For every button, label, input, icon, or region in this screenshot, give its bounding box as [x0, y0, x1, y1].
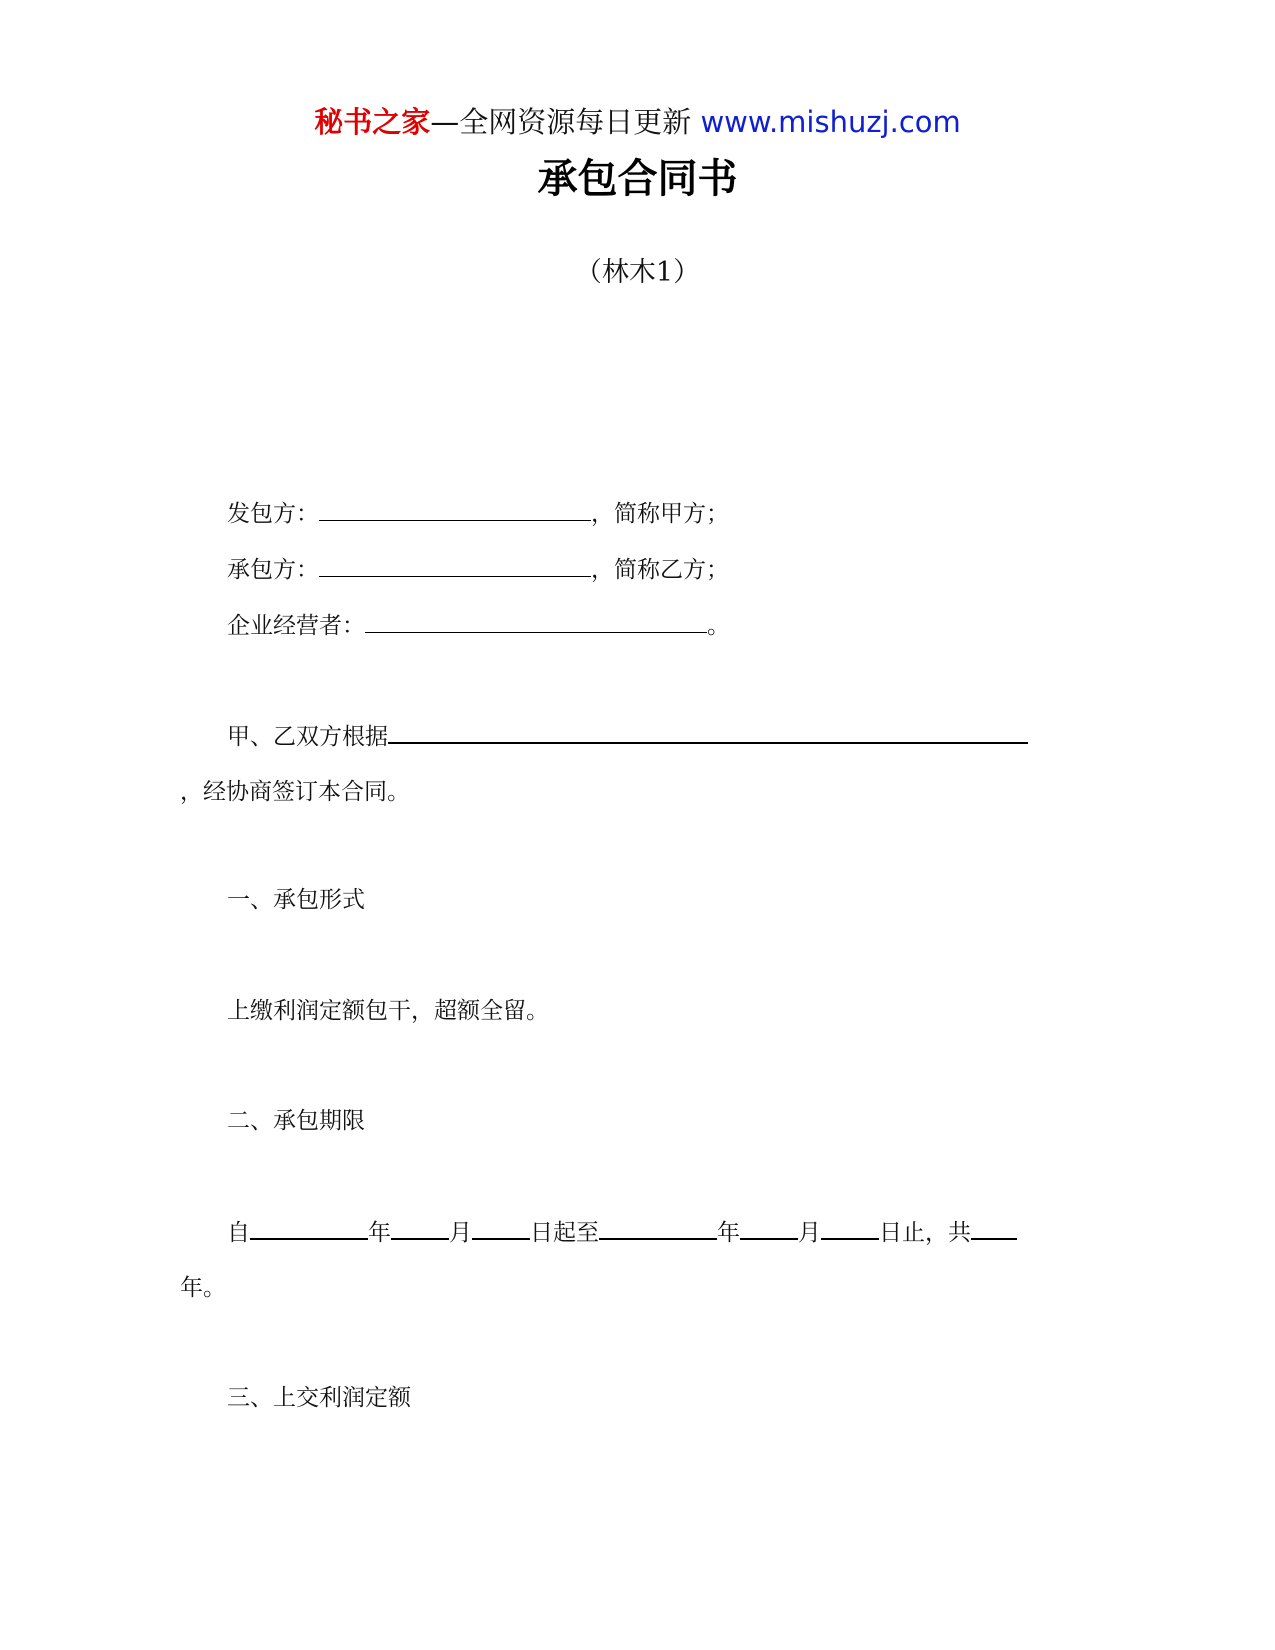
- operator-line: [227, 610, 730, 642]
- basis-blank[interactable]: [388, 720, 1028, 744]
- operator-blank[interactable]: [365, 610, 707, 633]
- section2-heading: 二、承包期限: [227, 1108, 365, 1134]
- term-line: [227, 1216, 1017, 1249]
- end-year-blank[interactable]: [599, 1216, 717, 1240]
- term-month: 月: [449, 1220, 472, 1246]
- start-year-blank[interactable]: [250, 1216, 368, 1240]
- end-day-blank[interactable]: [821, 1216, 879, 1240]
- brand-name: 秘书之家: [314, 105, 431, 139]
- document-subtitle: （林木1）: [574, 257, 701, 288]
- contractor-blank[interactable]: [319, 554, 591, 577]
- basis-line: [227, 720, 1028, 753]
- term-from: 自: [227, 1220, 250, 1246]
- contractor-label: 承包方：: [227, 557, 319, 583]
- section1-body: 上缴利润定额包干，超额全留。: [227, 998, 549, 1024]
- start-month-blank[interactable]: [391, 1216, 449, 1240]
- end-month-blank[interactable]: [740, 1216, 798, 1240]
- term-day-end: 日止，共: [879, 1220, 971, 1246]
- site-header: [0, 102, 1275, 142]
- header-slogan: —全网资源每日更新: [430, 105, 692, 139]
- term-year2: 年: [717, 1220, 740, 1246]
- issuer-label: 发包方：: [227, 501, 319, 527]
- site-url-link[interactable]: www.mishuzj.com: [700, 105, 961, 139]
- contractor-suffix: ，简称乙方；: [591, 557, 729, 583]
- basis-prefix: 甲、乙双方根据: [227, 724, 388, 750]
- start-day-blank[interactable]: [472, 1216, 530, 1240]
- section3-heading: 三、上交利润定额: [227, 1385, 411, 1411]
- operator-label: 企业经营者：: [227, 613, 365, 639]
- basis-continuation: ，经协商签订本合同。: [180, 779, 410, 805]
- term-day-start: 日起至: [530, 1220, 599, 1246]
- issuer-blank[interactable]: [319, 498, 591, 521]
- term-year: 年: [368, 1220, 391, 1246]
- section1-heading: 一、承包形式: [227, 887, 365, 913]
- issuer-suffix: ，简称甲方；: [591, 501, 729, 527]
- operator-suffix: 。: [707, 613, 730, 639]
- document-title: 承包合同书: [537, 156, 738, 202]
- total-years-blank[interactable]: [971, 1216, 1017, 1240]
- issuer-line: [227, 498, 729, 530]
- term-month2: 月: [798, 1220, 821, 1246]
- term-tail: 年。: [180, 1275, 226, 1301]
- contractor-line: [227, 554, 729, 586]
